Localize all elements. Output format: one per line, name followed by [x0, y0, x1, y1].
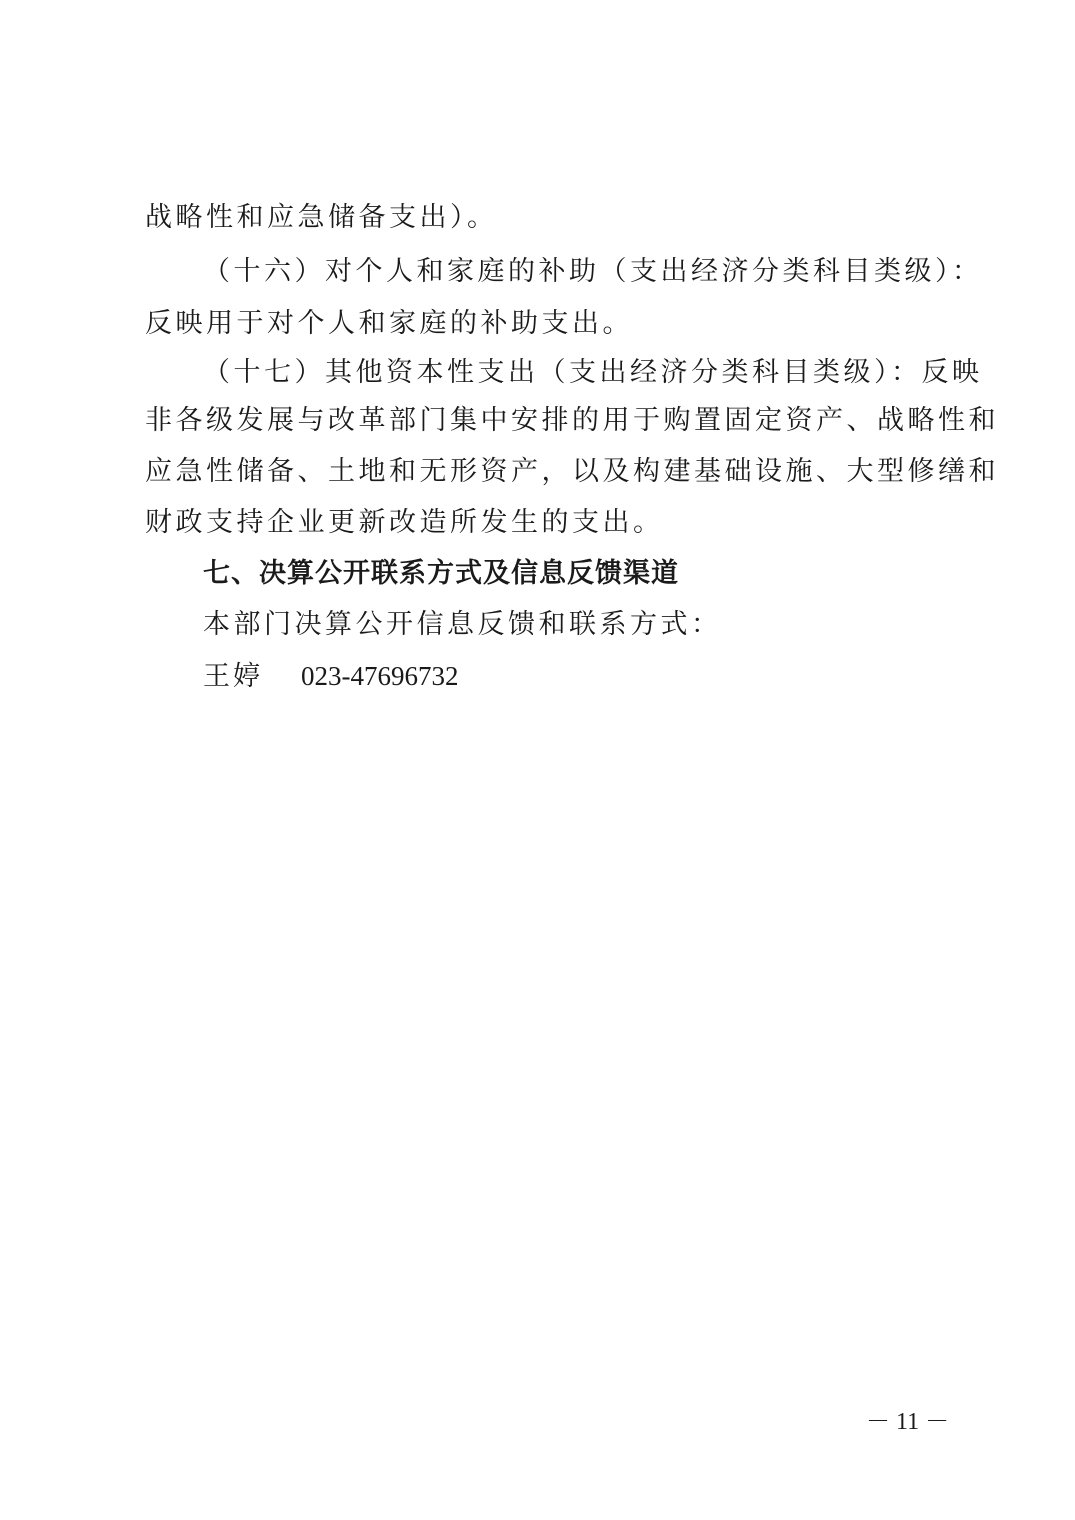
paragraph-line: 财政支持企业更新改造所发生的支出。	[145, 507, 664, 538]
page-number: － 11 －	[866, 1409, 950, 1435]
paragraph-line: 应急性储备、土地和无形资产，以及构建基础设施、大型修缮和	[145, 456, 999, 487]
contact-line	[203, 660, 459, 693]
section-heading: 七、决算公开联系方式及信息反馈渠道	[203, 558, 679, 589]
contact-name: 王婷	[203, 661, 263, 692]
contact-phone: 023-47696732	[301, 661, 459, 691]
paragraph-line: （十七）其他资本性支出（支出经济分类科目类级）：反映	[203, 357, 983, 388]
paragraph-line: 反映用于对个人和家庭的补助支出。	[145, 308, 633, 339]
contact-intro: 本部门决算公开信息反馈和联系方式：	[203, 609, 722, 640]
paragraph-line: 非各级发展与改革部门集中安排的用于购置固定资产、战略性和	[145, 405, 999, 436]
paragraph-line: （十六）对个人和家庭的补助（支出经济分类科目类级）：	[203, 256, 983, 287]
paragraph-line: 战略性和应急储备支出）。	[145, 202, 498, 233]
